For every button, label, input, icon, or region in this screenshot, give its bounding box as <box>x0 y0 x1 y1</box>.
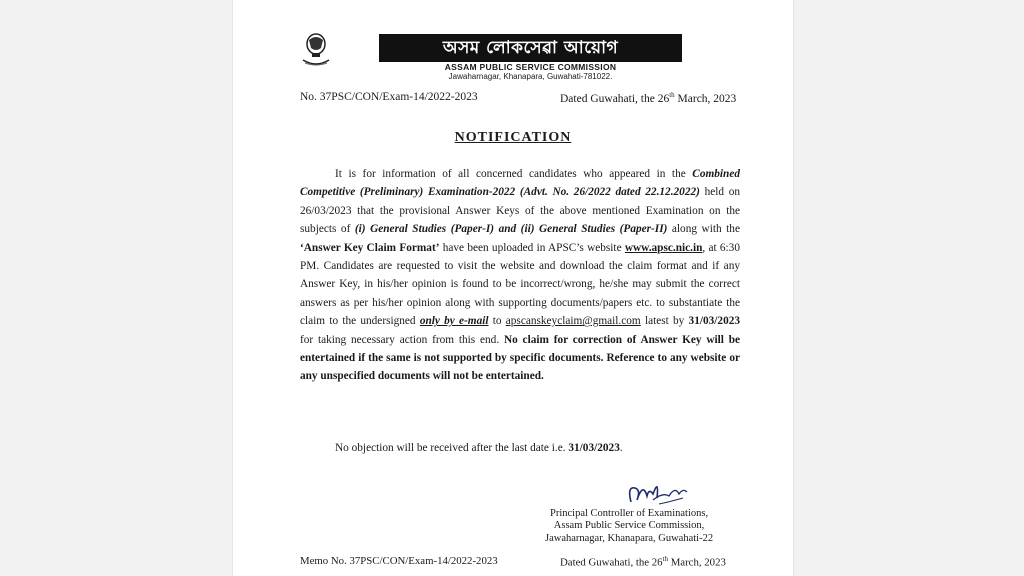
email-link[interactable]: apscanskeyclaim@gmail.com <box>505 315 641 328</box>
header-title-english: ASSAM PUBLIC SERVICE COMMISSION <box>444 62 617 72</box>
last-date-note: No objection will be received after the last date i.e. 31/03/2023. <box>335 442 623 454</box>
notification-page <box>233 0 793 576</box>
apsc-emblem-icon <box>299 32 333 68</box>
reference-date: Dated Guwahati, the 26th March, 2023 <box>560 91 737 105</box>
body-paragraph: It is for information of all concerned candidates who appeared in the Combined Competitive (Preliminary) Examination-2022 (Advt. No. 26/2022 dated 22.12.2022) held on 26/03/2023 that the provisional Answer Keys of the above mentioned Examination on the subjects of (i) General Studies (Paper-I) and (ii) General Studies (Paper-II) along with the ‘Answer Key Claim Format’ have been uploaded in APSC’s website www.apsc.nic.in, at 6:30 PM. Candidates are requested to visit the website and download the claim format and if any Answer Key, in his/her opinion is found to be incorrect/wrong, he/she may submit the correct answers as per his/her opinion along with supporting documents/papers etc. to substantiate the claim to the undersigned only by e-mail to apscanskeyclaim@gmail.com latest by 31/03/2023 for taking necessary action from this end. No claim for correction of Answer Key will be entertained if the same is not supported by specific documents. Reference to any website or any unspecified documents will not be entertained. <box>300 168 741 383</box>
header-address: Jawaharnagar, Khanapara, Guwahati-781022. <box>448 72 613 81</box>
memo-number: Memo No. 37PSC/CON/Exam-14/2022-2023 <box>300 555 498 567</box>
memo-date: Dated Guwahati, the 26th March, 2023 <box>560 555 726 569</box>
reference-number: No. 37PSC/CON/Exam-14/2022-2023 <box>300 91 478 103</box>
header-title-assamese: অসম লোকসেৱা আয়োগ <box>379 34 682 62</box>
signature-block: Principal Controller of Examinations, Assam Public Service Commission, Jawaharnagar, Khanapara, Guwahati-22 <box>545 508 714 544</box>
notification-body <box>300 165 740 386</box>
website-link[interactable]: www.apsc.nic.in <box>624 241 703 254</box>
page-title: NOTIFICATION <box>454 130 572 145</box>
